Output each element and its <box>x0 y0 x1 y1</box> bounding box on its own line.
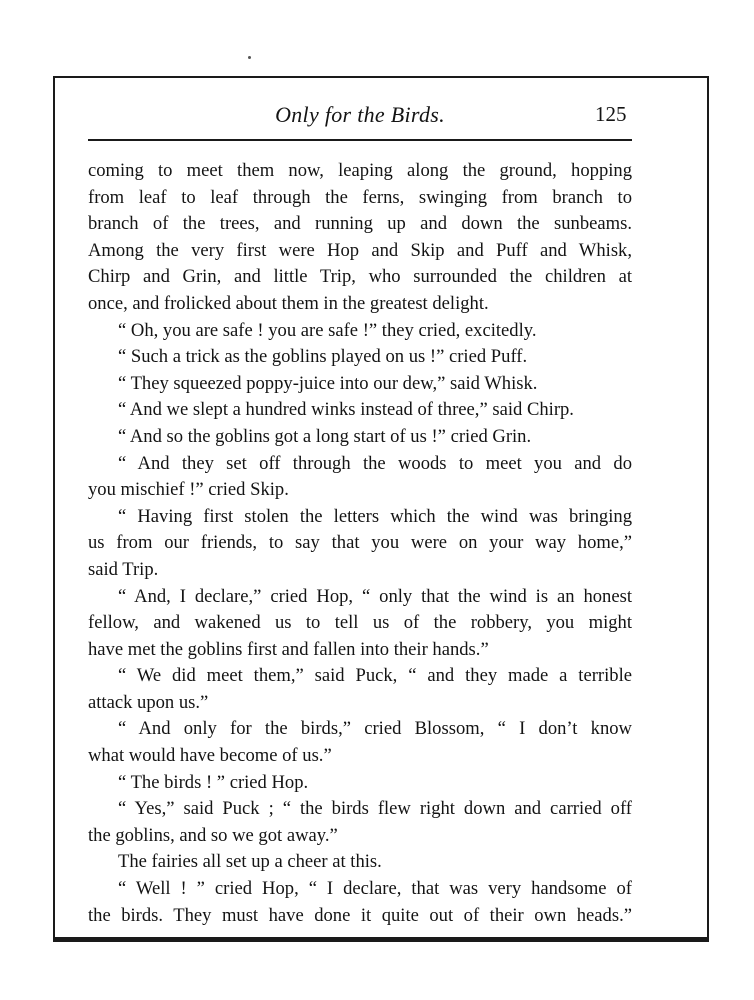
text-line: “ Such a trick as the goblins played on us !” cried Puff. <box>118 346 528 368</box>
text-line: branch of the trees, and running up and down the sunbeams. <box>88 213 632 235</box>
text-line: coming to meet them now, leaping along the ground, hopping <box>88 160 632 181</box>
running-head <box>0 102 754 132</box>
text-line: you mischief !” cried Skip. <box>88 479 289 501</box>
text-line: from leaf to leaf through the ferns, swinging from branch to <box>88 186 632 208</box>
stray-dot-mark <box>248 56 251 59</box>
text-line: The fairies all set up a cheer at this. <box>118 851 382 873</box>
text-line: “ We did meet them,” said Puck, “ and they made a terrible <box>118 665 632 687</box>
text-line: “ Having first stolen the letters which the wind was bringing <box>118 505 632 527</box>
text-line: once, and frolicked about them in the greatest delight. <box>88 292 489 314</box>
text-line: “ Well ! ” cried Hop, “ I declare, that was very handsome of <box>118 878 632 900</box>
text-line: “ And they set off through the woods to meet you and do <box>118 452 632 474</box>
text-line: Among the very first were Hop and Skip and Puff and Whisk, <box>88 239 632 261</box>
text-line: the goblins, and so we got away.” <box>88 824 338 846</box>
text-line: “ They squeezed poppy-juice into our dew,” said Whisk. <box>118 372 538 394</box>
header-rule <box>88 139 632 141</box>
text-line: have met the goblins first and fallen into their hands.” <box>88 638 489 660</box>
body-text <box>88 158 632 929</box>
text-line: said Trip. <box>88 558 159 580</box>
page-number: 125 <box>595 102 627 126</box>
text-line: “ And so the goblins got a long start of us !” cried Grin. <box>118 425 532 447</box>
text-line: Chirp and Grin, and little Trip, who surrounded the children at <box>88 266 632 288</box>
text-line: fellow, and wakened us to tell us of the robbery, you might <box>88 612 632 634</box>
text-line: “ The birds ! ” cried Hop. <box>118 771 309 793</box>
text-line: “ And we slept a hundred winks instead of three,” said Chirp. <box>118 399 574 421</box>
text-line: us from our friends, to say that you were on your way home,” <box>88 532 632 554</box>
text-line: “ Oh, you are safe ! you are safe !” they cried, excitedly. <box>118 319 537 341</box>
text-line: “ Yes,” said Puck ; “ the birds flew right down and carried off <box>118 798 632 820</box>
text-line: attack upon us.” <box>88 691 209 713</box>
running-title: Only for the Birds. <box>275 102 445 127</box>
text-line: what would have become of us.” <box>88 745 332 767</box>
text-line: “ And only for the birds,” cried Blossom, “ I don’t know <box>118 718 632 740</box>
text-line: the birds. They must have done it quite out of their own heads.” <box>88 904 632 926</box>
text-line: “ And, I declare,” cried Hop, “ only that the wind is an honest <box>118 585 632 607</box>
